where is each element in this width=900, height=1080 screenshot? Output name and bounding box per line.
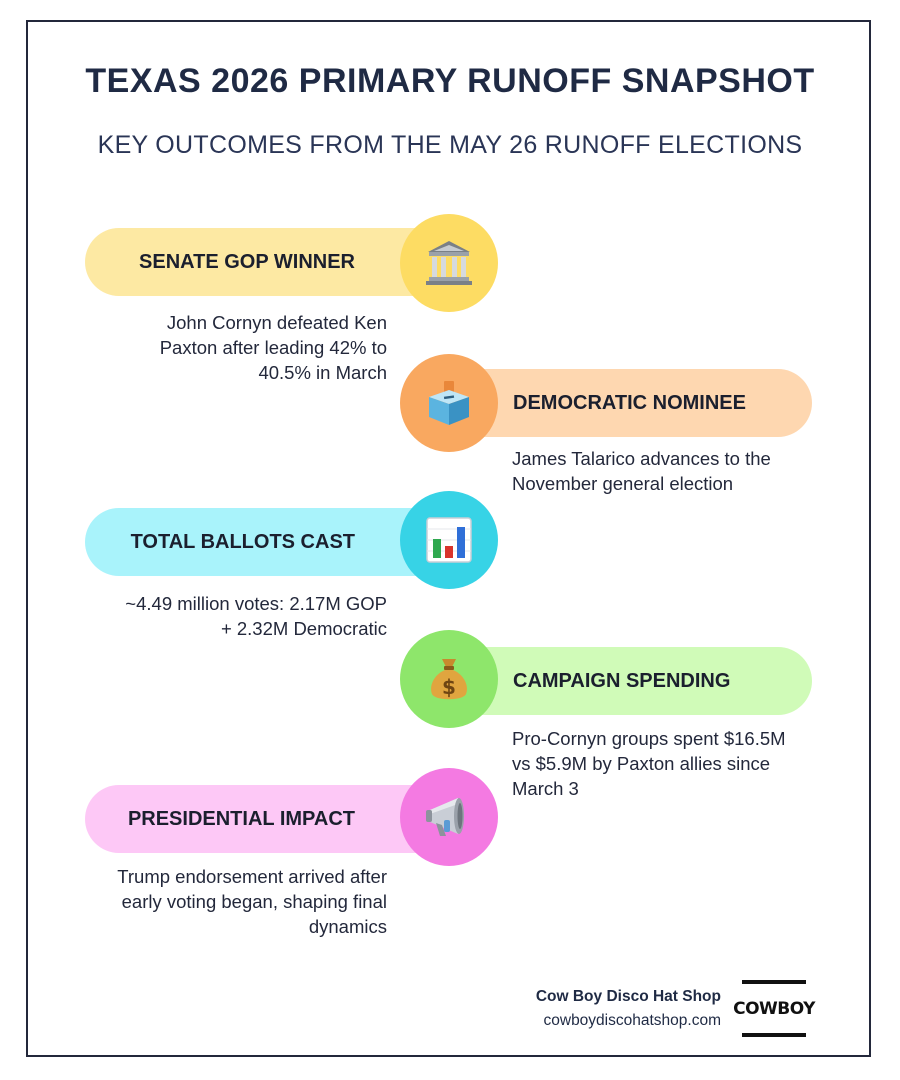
money-bag-icon <box>423 653 475 705</box>
megaphone-icon <box>422 790 476 844</box>
footer-brand-name: Cow Boy Disco Hat Shop <box>535 988 721 1005</box>
democratic-nominee-badge <box>400 354 498 452</box>
campaign-spending-badge <box>400 630 498 728</box>
senate-gop-winner-description: John Cornyn defeated Ken Paxton after leading 42% to 40.5% in March <box>159 312 387 383</box>
campaign-spending-label: CAMPAIGN SPENDING <box>513 669 731 692</box>
senate-gop-winner-badge <box>400 214 498 312</box>
presidential-impact-description: Trump endorsement arrived after early voting began, shaping final dynamics <box>117 866 387 937</box>
ballot-box-icon <box>423 377 475 429</box>
cowboy-logo <box>733 980 815 1037</box>
cowboy-logo-text: COWBOY <box>733 998 815 1019</box>
total-ballots-cast-label: TOTAL BALLOTS CAST <box>130 530 355 553</box>
democratic-nominee-description: James Talarico advances to the November general election <box>512 448 771 494</box>
svg-text:$: $ <box>442 675 456 699</box>
presidential-impact-badge <box>400 768 498 866</box>
senate-gop-winner-label: SENATE GOP WINNER <box>139 250 355 273</box>
total-ballots-cast-description: ~4.49 million votes: 2.17M GOP + 2.32M Democratic <box>125 593 387 639</box>
page-subtitle: KEY OUTCOMES FROM THE MAY 26 RUNOFF ELECTIONS <box>97 131 803 159</box>
campaign-spending-description: Pro-Cornyn groups spent $16.5M vs $5.9M by Paxton allies since March 3 <box>512 728 786 799</box>
page-title: TEXAS 2026 PRIMARY RUNOFF SNAPSHOT <box>85 62 815 100</box>
bar-chart-icon <box>424 515 474 565</box>
classical-building-icon <box>423 237 475 289</box>
presidential-impact-label: PRESIDENTIAL IMPACT <box>127 807 355 830</box>
footer-website-link[interactable]: cowboydiscohatshop.com <box>543 1012 721 1029</box>
total-ballots-cast-badge <box>400 491 498 589</box>
democratic-nominee-label: DEMOCRATIC NOMINEE <box>513 391 746 414</box>
